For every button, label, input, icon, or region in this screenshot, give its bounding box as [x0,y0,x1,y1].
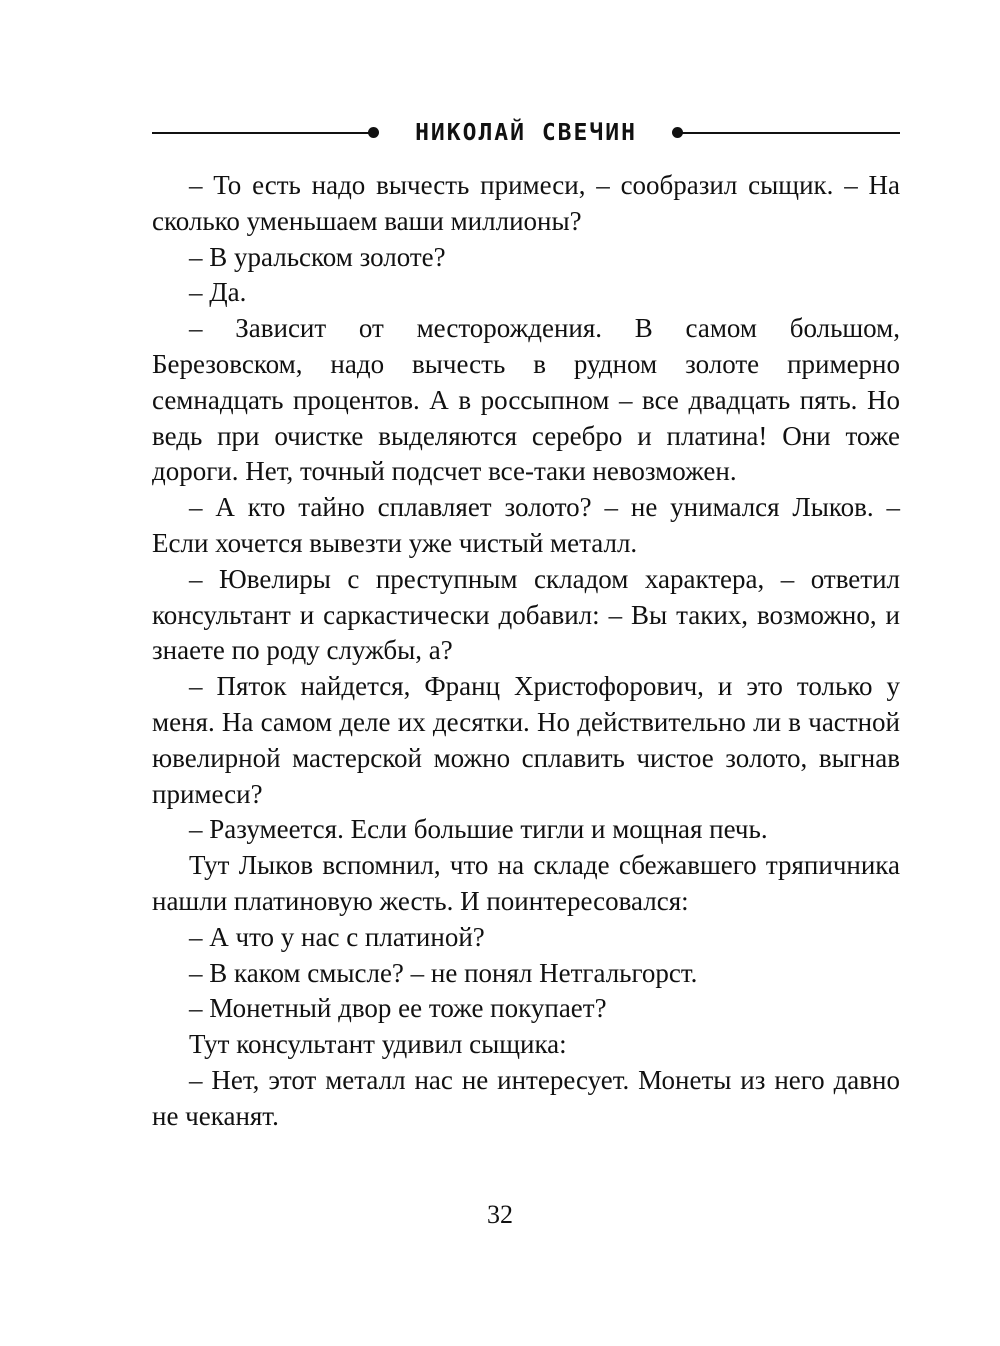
paragraph: – Ювелиры с преступным складом характера, – ответил консультант и саркастически добавил: – Вы таких, возможно, и знаете по роду службы, а? [152,563,900,666]
running-header [152,112,900,156]
header-rule-left [152,132,372,134]
paragraph: – Нет, этот металл нас не интересует. Монеты из него давно не чеканят. [152,1064,900,1131]
body-text [152,168,900,1135]
paragraph: – Разумеется. Если большие тигли и мощная печь. [189,814,768,845]
paragraph: – В каком смысле? – не понял Нетгальгорст. [189,957,698,988]
paragraph: Тут Лыков вспомнил, что на складе сбежавшего тряпичника нашли платиновую жесть. И поинтересовался: [152,850,900,916]
header-bullet-left [368,127,379,138]
paragraph: – Да. [189,277,247,308]
paragraph: – А кто тайно сплавляет золото? – не унимался Лыков. – Если хочется вывезти уже чистый металл. [152,492,900,558]
paragraph: – В уральском золоте? [189,241,446,272]
paragraph: – А что у нас с платиной? [189,921,485,952]
paragraph: – Монетный двор ее тоже покупает? [189,993,607,1024]
paragraph: Тут консультант удивил сыщика: [189,1029,567,1060]
paragraph: – Зависит от месторождения. В самом большом, Березовском, надо вычесть в рудном золоте примерно семнадцать процентов. А в россыпном – все двадцать пять. Но ведь при очистке выделяются серебро и платина! Они тоже дороги. Нет, точный подсчет все-таки невозможен. [152,313,900,487]
header-rule-right [676,132,900,134]
running-header-author: НИКОЛАЙ СВЕЧИН [415,120,637,146]
paragraph: – Пяток найдется, Франц Христофорович, и это только у меня. На самом деле их десятки. Но действительно ли в частной ювелирной мастерской можно сплавить чистое золото, выгнав примеси? [152,671,900,809]
paragraph: – То есть надо вычесть примеси, – сообразил сыщик. – На сколько уменьшаем ваши миллионы? [152,170,900,236]
page-number: 32 [487,1200,513,1229]
